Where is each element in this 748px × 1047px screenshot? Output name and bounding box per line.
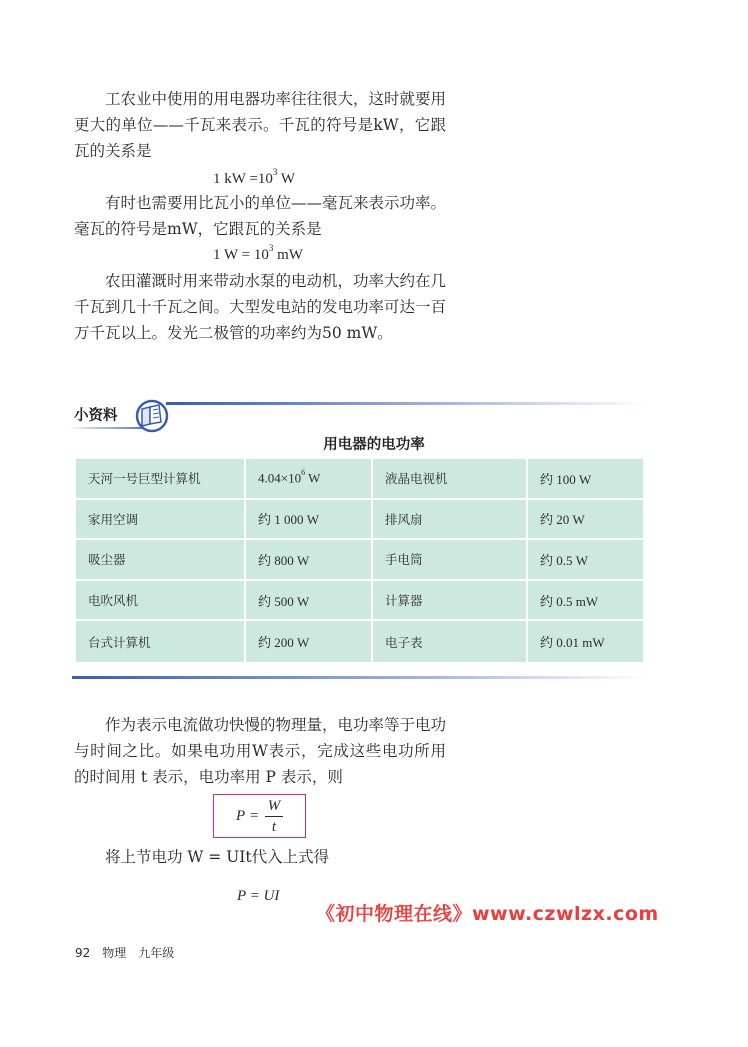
table-row xyxy=(76,540,643,581)
equation-milliwatt: 1 $W = 10^3$ mW xyxy=(213,243,303,263)
table-cell: 约 0.5 W xyxy=(528,540,643,581)
info-banner xyxy=(70,400,650,428)
table-cell: 排风扇 xyxy=(373,500,528,541)
paragraph-milliwatt: 有时也需要用比瓦小的单位——毫瓦来表示功率。毫瓦的符号是mW，它跟瓦的关系是 xyxy=(74,194,447,238)
table-row xyxy=(76,621,643,662)
paragraph-definition: 作为表示电流做功快慢的物理量，电功率等于电功与时间之比。如果电功用W表示，完成这些电功所用的时间用 t 表示，电功率用 P 表示，则 xyxy=(74,716,447,786)
formula-p: P xyxy=(236,808,246,824)
formula-equals: = xyxy=(250,808,259,824)
fraction-bar xyxy=(265,816,283,817)
table-cell: 手电筒 xyxy=(373,540,528,581)
table-cell: 家用空调 xyxy=(76,500,246,541)
info-label: 小资料 xyxy=(74,408,118,424)
paragraph-kilowatt: 工农业中使用的用电器功率往往很大，这时就要用更大的单位——千瓦来表示。千瓦的符号是kW，它跟瓦的关系是 xyxy=(74,90,447,160)
table-cell: $4.04\times 10^6$ W xyxy=(246,459,373,500)
table-cell: 约 800 W xyxy=(246,540,373,581)
footer-grade: 九年级 xyxy=(138,946,175,960)
table-row xyxy=(76,500,643,541)
table-cell: 约 20 W xyxy=(528,500,643,541)
book-icon xyxy=(132,398,172,434)
footer-subject: 物理 xyxy=(102,946,127,960)
info-divider-top xyxy=(166,402,650,405)
table-row xyxy=(76,459,643,500)
table-cell: 约 100 W xyxy=(528,459,643,500)
table-cell: 约 0.01 mW xyxy=(540,635,605,651)
page-footer xyxy=(75,944,186,961)
table-cell: 台式计算机 xyxy=(76,621,246,662)
paragraph-substitution: 将上节电功 W = UIt代入上式得 xyxy=(105,848,330,866)
equation-kilowatt: 1 kW $=10^3$ W xyxy=(213,167,295,187)
table-title: 用电器的电功率 xyxy=(323,437,425,453)
formula-denominator: t xyxy=(271,819,277,835)
table-cell: 天河一号巨型计算机 xyxy=(76,459,246,500)
table-divider xyxy=(72,676,648,679)
watermark-text: 《初中物理在线》www.czwlzx.com xyxy=(316,903,659,925)
page-number: 92 xyxy=(75,946,91,960)
table-cell: 约 500 W xyxy=(246,581,373,622)
formula-fraction xyxy=(265,797,283,836)
power-formula-box xyxy=(213,794,306,838)
table-row xyxy=(76,581,643,622)
table-cell: 电子表 xyxy=(373,621,528,662)
table-cell: 吸尘器 xyxy=(76,540,246,581)
table-cell: 约 200 W xyxy=(246,621,373,662)
table-cell: 计算器 xyxy=(373,581,528,622)
power-table xyxy=(76,459,643,662)
table-cell: 电吹风机 xyxy=(76,581,246,622)
table-cell: 液晶电视机 xyxy=(373,459,528,500)
table-cell: 约 1 000 W xyxy=(246,500,373,541)
equation-result: P = UI xyxy=(237,888,280,904)
formula-numerator: W xyxy=(267,798,281,814)
paragraph-examples: 农田灌溉时用来带动水泵的电动机，功率大约在几千瓦到几十千瓦之间。大型发电站的发电功率可达一百万千瓦以上。发光二极管的功率约为50 mW。 xyxy=(74,272,447,342)
table-cell: 约 0.5 mW xyxy=(528,581,643,622)
